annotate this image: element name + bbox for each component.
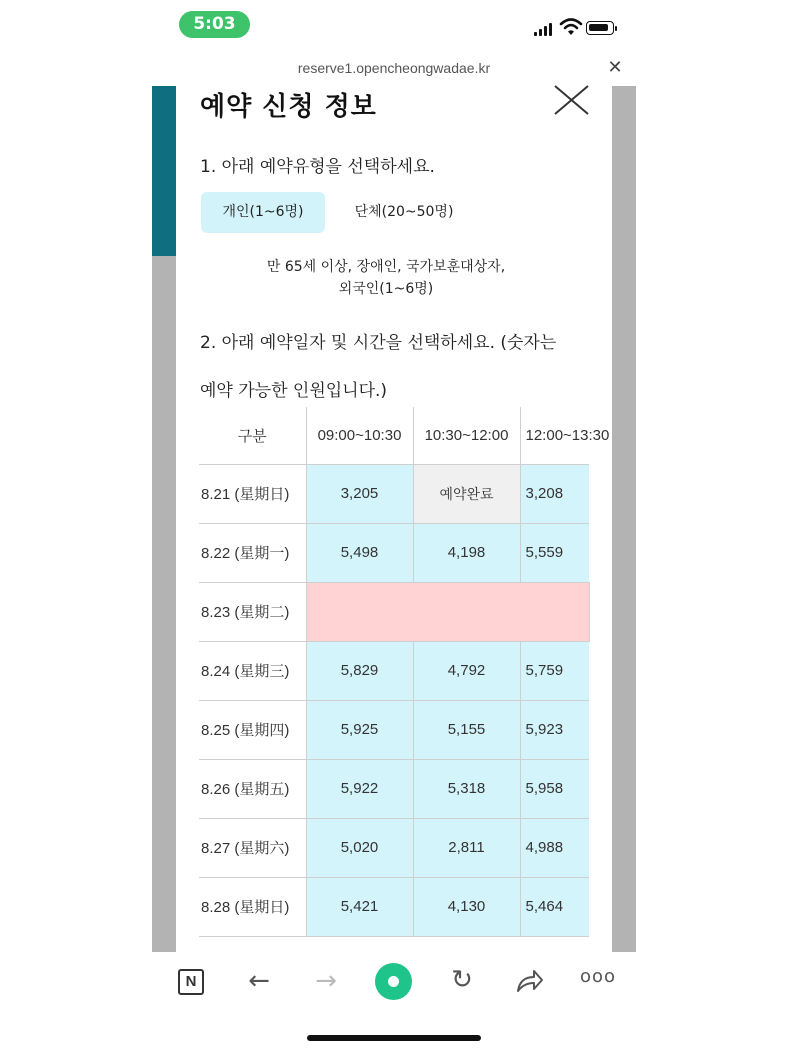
slot-available-cell[interactable]: 5,498 bbox=[306, 523, 413, 582]
question-date-time: 2. 아래 예약일자 및 시간을 선택하세요. (숫자는 bbox=[200, 333, 557, 353]
url-bar[interactable] bbox=[0, 52, 788, 86]
type-personal-button[interactable]: 개인(1~6명) bbox=[201, 192, 325, 233]
closed-day-cell bbox=[306, 582, 589, 641]
slot-available-cell[interactable]: 5,421 bbox=[306, 877, 413, 936]
table-row bbox=[199, 523, 589, 582]
header-slot-2: 10:30~12:00 bbox=[413, 407, 520, 464]
browser-toolbar bbox=[152, 952, 636, 1012]
slot-booked-cell: 예약완료 bbox=[413, 464, 520, 523]
row-date: 8.24 (星期三) bbox=[199, 641, 306, 700]
slot-available-cell[interactable]: 5,464 bbox=[520, 877, 589, 936]
slot-available-cell[interactable]: 4,988 bbox=[520, 818, 589, 877]
background-banner bbox=[152, 86, 176, 256]
question-reservation-type: 1. 아래 예약유형을 선택하세요. bbox=[200, 157, 435, 177]
wifi-icon bbox=[560, 18, 582, 36]
slot-available-cell[interactable]: 5,925 bbox=[306, 700, 413, 759]
url-text[interactable]: reserve1.opencheongwadae.kr bbox=[297, 60, 491, 76]
slot-available-cell[interactable]: 4,198 bbox=[413, 523, 520, 582]
slot-available-cell[interactable]: 5,020 bbox=[306, 818, 413, 877]
type-special-button[interactable] bbox=[236, 256, 536, 300]
header-slot-1: 09:00~10:30 bbox=[306, 407, 413, 464]
table-header-row bbox=[199, 407, 589, 464]
slot-available-cell[interactable]: 2,811 bbox=[413, 818, 520, 877]
signal-icon bbox=[534, 22, 554, 36]
row-date: 8.21 (星期日) bbox=[199, 464, 306, 523]
table-row bbox=[199, 641, 589, 700]
close-icon[interactable] bbox=[552, 86, 592, 116]
special-note-line1: 만 65세 이상, 장애인, 국가보훈대상자, bbox=[266, 259, 506, 275]
table-row bbox=[199, 700, 589, 759]
slot-available-cell[interactable]: 4,792 bbox=[413, 641, 520, 700]
slot-available-cell[interactable]: 5,559 bbox=[520, 523, 589, 582]
row-date: 8.22 (星期一) bbox=[199, 523, 306, 582]
row-date: 8.23 (星期二) bbox=[199, 582, 306, 641]
row-date: 8.25 (星期四) bbox=[199, 700, 306, 759]
question-date-time-note: 예약 가능한 인원입니다.) bbox=[200, 381, 388, 401]
row-date: 8.27 (星期六) bbox=[199, 818, 306, 877]
status-bar bbox=[0, 0, 788, 52]
table-row bbox=[199, 759, 589, 818]
slot-available-cell[interactable]: 3,208 bbox=[520, 464, 589, 523]
reservation-modal bbox=[176, 86, 612, 952]
header-slot-3: 12:00~13:30 bbox=[520, 407, 589, 464]
table-row bbox=[199, 818, 589, 877]
header-category: 구분 bbox=[199, 407, 306, 464]
page-content bbox=[152, 86, 636, 952]
status-time: 5:03 bbox=[179, 11, 250, 38]
type-group-button[interactable]: 단체(20~50명) bbox=[354, 204, 454, 220]
modal-title: 예약 신청 정보 bbox=[200, 92, 377, 122]
close-icon[interactable]: ✕ bbox=[607, 57, 623, 78]
schedule-table-container[interactable] bbox=[199, 407, 610, 952]
table-row bbox=[199, 877, 589, 936]
naver-home-button[interactable]: N bbox=[178, 969, 204, 995]
more-icon[interactable]: ooo bbox=[580, 966, 617, 987]
row-date: 8.28 (星期日) bbox=[199, 877, 306, 936]
table-row bbox=[199, 464, 589, 523]
slot-available-cell[interactable]: 5,759 bbox=[520, 641, 589, 700]
slot-available-cell[interactable]: 5,318 bbox=[413, 759, 520, 818]
slot-available-cell[interactable]: 5,958 bbox=[520, 759, 589, 818]
home-dot-icon[interactable] bbox=[375, 963, 412, 1000]
home-indicator bbox=[307, 1035, 481, 1041]
arrow-left-icon[interactable]: ← bbox=[248, 966, 270, 996]
slot-available-cell[interactable]: 3,205 bbox=[306, 464, 413, 523]
table-row bbox=[199, 582, 589, 641]
row-date: 8.26 (星期五) bbox=[199, 759, 306, 818]
slot-available-cell[interactable]: 4,130 bbox=[413, 877, 520, 936]
share-icon[interactable] bbox=[514, 965, 544, 997]
slot-available-cell[interactable]: 5,923 bbox=[520, 700, 589, 759]
arrow-right-icon[interactable]: → bbox=[315, 966, 337, 996]
schedule-table bbox=[199, 407, 610, 937]
special-note-line2: 외국인(1~6명) bbox=[338, 281, 434, 297]
slot-available-cell[interactable]: 5,922 bbox=[306, 759, 413, 818]
slot-available-cell[interactable]: 5,829 bbox=[306, 641, 413, 700]
reload-icon[interactable]: ↻ bbox=[451, 965, 473, 995]
slot-available-cell[interactable]: 5,155 bbox=[413, 700, 520, 759]
battery-icon bbox=[586, 21, 614, 35]
